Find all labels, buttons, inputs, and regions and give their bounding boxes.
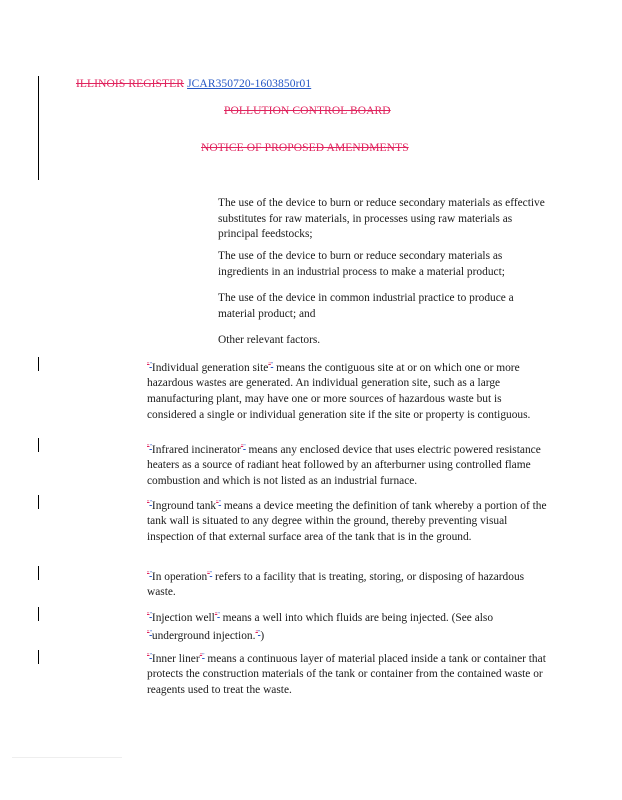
quote-inserted-mark: " [270,362,274,368]
quote-inserted-mark: " [209,571,213,577]
definition-body: means a continuous layer of material placed inside a tank or container that protects the construction materials of the tank or container from the contained waste or reagents used to treat the waste. [147,652,546,696]
quote-deleted-mark: " [147,630,150,637]
quote-inserted-mark: " [149,444,152,450]
definition-paragraph [147,358,547,423]
quote-deleted-mark: " [214,612,218,618]
quote-inserted-mark: " [149,653,152,659]
quote-inserted-mark: " [243,444,246,450]
quote-deleted-mark: " [240,444,244,450]
quote-inserted-mark: " [217,612,220,618]
definition-term: Injection well [151,611,215,624]
quote-inserted-mark: " [218,500,222,506]
definition-paragraph [147,496,547,546]
definition-body: means a well into which fluids are being injected. (See also [219,611,494,624]
quote-deleted-mark: " [147,612,150,618]
see-also-term: underground injection. [151,630,256,643]
quote-deleted-mark: " [207,571,210,577]
definition-paragraph [147,649,547,699]
factor-item: The use of the device in common industrial practice to produce a material product; and [218,292,514,320]
change-bar [38,76,39,180]
register-inserted: JCAR350720-1603850r01 [187,78,312,90]
board-title: POLLUTION CONTROL BOARD [224,105,391,117]
definition-body: refers to a facility that is treating, storing, or disposing of hazardous waste. [147,570,525,599]
quote-inserted-mark: " [149,362,152,368]
register-deleted: ILLINOIS REGISTER [76,78,185,90]
quote-inserted-mark: " [149,500,152,506]
factor-item: The use of the device to burn or reduce secondary materials as ingredients in an industrial process to make a material product; [218,250,505,278]
quote-deleted-mark: " [147,444,150,450]
quote-inserted-mark: " [149,630,152,637]
quote-deleted-mark: " [147,500,150,506]
factor-item: Other relevant factors. [218,334,321,346]
change-bar [38,438,39,452]
definition-paragraph [147,608,547,645]
change-bar [38,495,39,509]
factor-item: The use of the device to burn or reduce secondary materials as effective substitutes for raw materials, in processes using raw materials as principal feedstocks; [218,197,545,241]
footer-rule [12,757,122,758]
quote-inserted-mark: " [202,653,205,659]
definition-paragraph [147,567,547,601]
definition-paragraph [147,440,547,487]
see-also-end: ) [260,630,265,643]
quote-deleted-mark: " [255,630,258,637]
definition-term: Individual generation site [151,361,269,374]
quote-deleted-mark: " [268,362,271,368]
definition-body: means a device meeting the definition of tank whereby a portion of the tank wall is situated to any degree within the ground, thereby preventing visual inspection of that external surface area of the tank that is in the ground. [147,499,547,543]
definition-term: Inground tank [151,499,217,512]
change-bar [38,607,39,621]
change-bar [38,566,39,580]
definition-term: Infrared incinerator [151,443,241,456]
definition-body: means the contiguous site at or on which one or more hazardous wastes are generated. An individual generation site, such as a large manufacturing plant, may have one or more sources of hazardous waste but is considered a single or individual generation site if the site or property is contiguous. [147,361,531,421]
register-header [76,78,311,90]
quote-inserted-mark: " [257,630,261,637]
notice-title: NOTICE OF PROPOSED AMENDMENTS [201,142,409,154]
quote-deleted-mark: " [147,571,150,577]
definition-term: Inner liner [151,652,200,665]
quote-deleted-mark: " [147,653,150,659]
change-bar [38,650,39,664]
quote-deleted-mark: " [216,500,219,506]
quote-inserted-mark: " [149,612,152,618]
change-bar [38,357,39,371]
quote-inserted-mark: " [149,571,152,577]
quote-deleted-mark: " [199,653,203,659]
quote-deleted-mark: " [147,362,150,368]
definition-body: means any enclosed device that uses electric powered resistance heaters as a source of radiant heat followed by an afterburner using controlled flame combustion and which is not listed as an industrial furnace. [147,443,541,487]
definition-term: In operation [151,570,208,583]
